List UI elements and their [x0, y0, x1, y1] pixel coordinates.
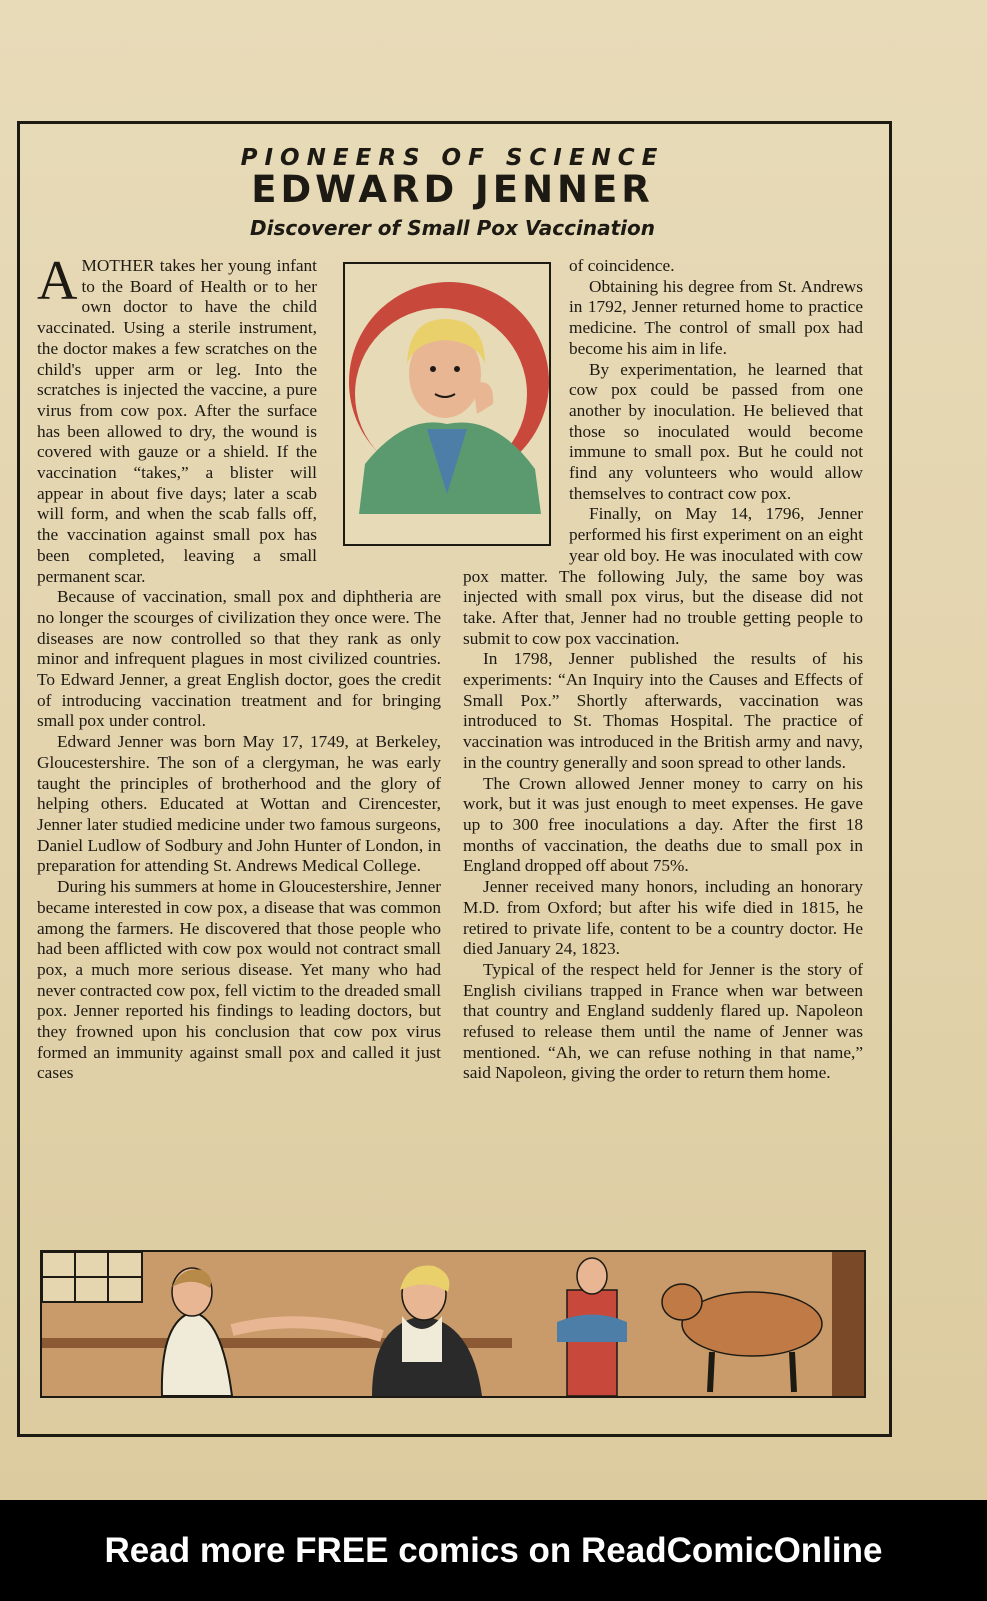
paragraph: Edward Jenner was born May 17, 1749, at Berkeley, Gloucestershire. The son of a clergyman, he was early taught the principles of brotherhood and the glory of helping others. Educated at Wottan and Cirencester, Jenner later studied medicine under two famous surgeons, Daniel Ludlow of Sodbury and John Hunter of London, in preparation for attending St. Andrews Medical College.: [37, 732, 441, 876]
paragraph: Finally, on May 14, 1796, Jenner performed his first experiment on an eight year old boy. He was inoculated with cow pox matter. The following July, the same boy was injected with small pox virus, but the disease did not take. After that, Jenner had no trouble getting people to submit to cow pox vaccination.: [463, 504, 863, 648]
paragraph: By experimentation, he learned that cow pox could be passed from one another by inoculation. He believed that those so inoculated would become immune to small pox. But he could not find any volunteers who would allow themselves to contract cow pox.: [569, 359, 863, 503]
scene-illustration: [42, 1252, 864, 1396]
paragraph: AMOTHER takes her young infant to the Board of Health or to her own doctor to have the child vaccinated. Using a sterile instrument, the doctor makes a few scratches on the child's upper arm or leg. Into the scratches is injected the vaccine, a pure virus from cow pox. After the surface has been allowed to dry, the wound is covered with gauze or a shield. If the vaccination “takes,” a blister will appear in about five days; later a scab will form, and when the scab falls off, the vaccination against small pox has been completed, leaving a small permanent scar.: [37, 250, 317, 586]
paragraph: During his summers at home in Gloucestershire, Jenner became interested in cow pox, a disease that was common among the farmers. He discovered that those people who had been afflicted with cow pox would not contract small pox, a much more serious disease. Yet many who had never contracted cow pox, fell victim to the dreaded small pox. Jenner reported his findings to leading doctors, but they frowned upon his conclusion that cow pox virus formed an immunity against small pox and called it just cases: [37, 877, 441, 1083]
paragraph: Jenner received many honors, including an honorary M.D. from Oxford; but after his wife died in 1815, he retired to private life, content to be a country doctor. He died January 24, 1823.: [463, 877, 863, 959]
paragraph: In 1798, Jenner published the results of his experiments: “An Inquiry into the Causes and Effects of Small Pox.” Shortly afterwards, vaccination was introduced to St. Thomas Hospital. The practice of vaccination was introduced in the British army and navy, in the country generally and soon spread to other lands.: [463, 649, 863, 772]
paragraph: of coincidence.: [569, 256, 675, 275]
drop-cap: A: [37, 250, 78, 312]
paragraph: The Crown allowed Jenner money to carry on his work, but it was just enough to meet expenses. He gave up to 300 free inoculations a day. After the first 18 months of vaccination, the deaths due to small pox in England dropped off about 75%.: [463, 773, 863, 876]
article-subtitle: Discoverer of Small Pox Vaccination: [249, 216, 655, 240]
portrait-spacer: [463, 256, 569, 559]
article-title: EDWARD JENNER: [251, 168, 654, 211]
paragraph: Because of vaccination, small pox and diphtheria are no longer the scourges of civilization they once were. The diseases are now controlled so that they rank as only minor and infrequent plagues in most civilized countries. To Edward Jenner, a great English doctor, goes the credit of introducing vaccination treatment and for bringing small pox under control.: [37, 587, 441, 731]
right-column: [463, 256, 863, 1084]
promo-banner: Read more FREE comics on ReadComicOnline: [0, 1500, 987, 1601]
series-title: PIONEERS OF SCIENCE: [240, 145, 665, 171]
paragraph: Typical of the respect held for Jenner is the story of English civilians trapped in France when war between that country and England suddenly flared up. Napoleon refused to release them until the name of Jenner was mentioned. “Ah, we can refuse nothing in that name,” said Napoleon, giving the order to return them home.: [463, 959, 863, 1083]
vaccination-scene-panel: [40, 1250, 866, 1398]
paragraph: Obtaining his degree from St. Andrews in 1792, Jenner returned home to practice medicine. The control of small pox had become his aim in life.: [569, 276, 863, 358]
